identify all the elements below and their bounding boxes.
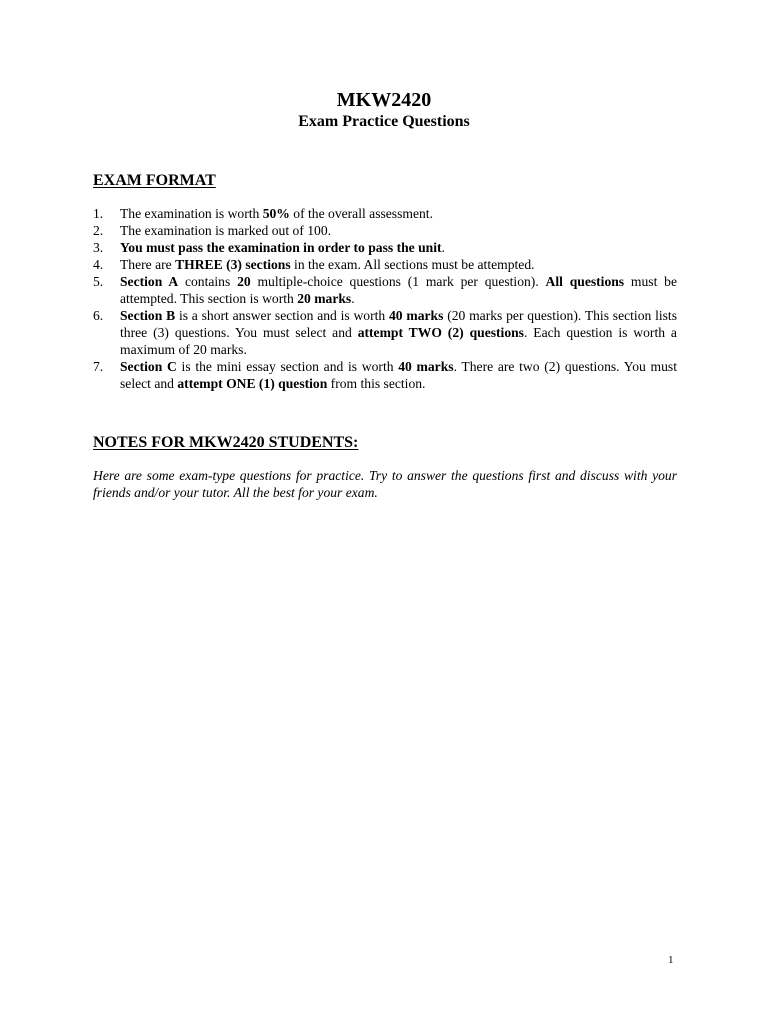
bold-text-run: 50% [262, 206, 290, 221]
bold-text-run: All questions [545, 274, 625, 289]
text-run: There are [120, 257, 176, 272]
list-item-number: 3. [93, 240, 104, 255]
text-run: contains [178, 274, 238, 289]
text-run: . [441, 240, 445, 255]
bold-text-run: THREE (3) sections [175, 257, 291, 272]
page-number: 1 [668, 954, 674, 966]
bold-text-run: Section C [120, 359, 177, 374]
text-run: The examination is marked out of 100. [120, 223, 332, 238]
bold-text-run: Section A [120, 274, 179, 289]
bold-text-run: 20 [237, 274, 251, 289]
text-run: . [351, 291, 355, 306]
text-run: of the overall assessment. [289, 206, 433, 221]
text-run: from this section. [327, 376, 426, 391]
exam-format-item [93, 273, 677, 307]
bold-text-run: Section B [120, 308, 176, 323]
bold-text-run: attempt ONE (1) question [177, 376, 328, 391]
text-run: in the exam. All sections must be attempted. [290, 257, 535, 272]
text-run: The examination is worth [120, 206, 263, 221]
list-item-number: 1. [93, 206, 104, 221]
page-subtitle: Exam Practice Questions [298, 113, 470, 130]
exam-format-heading: EXAM FORMAT [93, 172, 216, 189]
exam-format-item [93, 307, 677, 358]
list-item-number: 2. [93, 223, 104, 238]
list-item-number: 6. [93, 308, 104, 323]
text-run: is the mini essay section and is worth [176, 359, 399, 374]
page-title: MKW2420 [336, 89, 432, 111]
list-item-number: 4. [93, 257, 104, 272]
bold-text-run: 40 marks [398, 359, 454, 374]
list-item-number: 5. [93, 274, 104, 289]
text-run: must be attempted. This section is worth [120, 274, 677, 306]
exam-format-item [93, 222, 677, 239]
exam-format-item [93, 205, 677, 222]
text-run: is a short answer section and is worth [175, 308, 389, 323]
exam-format-item [93, 256, 677, 273]
text-run: multiple-choice questions (1 mark per question). [250, 274, 546, 289]
bold-text-run: attempt TWO (2) questions [357, 325, 524, 340]
exam-format-item [93, 358, 677, 392]
notes-heading: NOTES FOR MKW2420 STUDENTS: [93, 434, 359, 451]
bold-text-run: 20 marks [297, 291, 352, 306]
notes-paragraph: Here are some exam-type questions for practice. Try to answer the questions first and discuss with your friends and/or your tutor. All the best for your exam. [93, 468, 677, 500]
bold-text-run: 40 marks [389, 308, 444, 323]
text-run: (20 marks per question). This section lists three (3) questions. You must select and [120, 308, 677, 340]
bold-text-run: You must pass the examination in order to pass the unit [120, 240, 442, 255]
list-item-number: 7. [93, 359, 104, 374]
exam-format-item [93, 239, 677, 256]
text-run: . Each question is worth a maximum of 20 marks. [120, 325, 677, 357]
exam-format-list [93, 205, 677, 392]
text-run: . There are two (2) questions. You must select and [120, 359, 677, 391]
